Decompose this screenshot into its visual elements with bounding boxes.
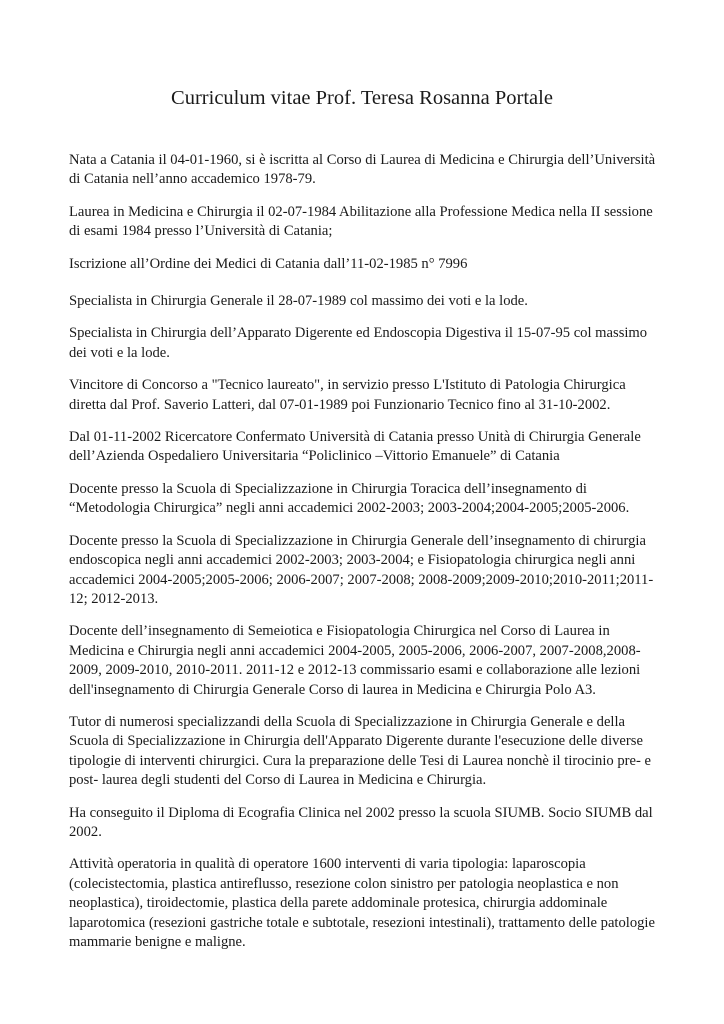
document-title: Curriculum vitae Prof. Teresa Rosanna Portale (171, 87, 553, 109)
paragraph-technician: Vincitore di Concorso a "Tecnico laureato", in servizio presso L'Istituto di Patologia Chirurgica diretta dal Prof. Saverio Latteri, dal 07-01-1989 poi Funzionario Tecnico fino al 31-10-2002. (69, 377, 626, 413)
paragraph-teacher-general: Docente presso la Scuola di Specializzazione in Chirurgia Generale dell’insegnamento di chirurgia endoscopica negli anni accademici 2002-2003; 2003-2004; e Fisiopatologia chirurgica negli anni accademici 2004-2005;2005-2006; 2006-2007; 2007-2008; 2008-2009;2009-2010;2010-2011;2011-12; 2012-2013. (69, 532, 654, 607)
paragraph-teacher-semeiotics: Docente dell’insegnamento di Semeiotica e Fisiopatologia Chirurgica nel Corso di Laurea in Medicina e Chirurgia negli anni accademici 2004-2005, 2005-2006, 2006-2007, 2007-2008,2008-2009, 2009-2010, 2010-2011. 2011-12 e 2012-13 commissario esami e collaborazione alle lezioni dell'insegnamento di Chirurgia Generale Corso di laurea in Medicina e Chirurgia Polo A3. (69, 623, 641, 698)
document-body (69, 151, 659, 952)
paragraph-registration: Iscrizione all’Ordine dei Medici di Catania dall’11-02-1985 n° 7996 (69, 255, 468, 272)
paragraph-degree: Laurea in Medicina e Chirurgia il 02-07-1984 Abilitazione alla Professione Medica nella II sessione di esami 1984 presso l’Università di Catania; (69, 203, 653, 240)
paragraph-teacher-thoracic: Docente presso la Scuola di Specializzazione in Chirurgia Toracica dell’insegnamento di “Metodologia Chirurgica” negli anni accademici 2002-2003; 2003-2004;2004-2005;2005-2006. (69, 480, 630, 517)
paragraph-specialty-general-surgery: Specialista in Chirurgia Generale il 28-07-1989 col massimo dei voti e la lode. (69, 293, 528, 310)
paragraph-researcher: Dal 01-11-2002 Ricercatore Confermato Università di Catania presso Unità di Chirurgia Generale dell’Azienda Ospedaliero Universitaria “Policlinico –Vittorio Emanuele” di Catania (69, 429, 641, 465)
paragraph-surgical-activity: Attività operatoria in qualità di operatore 1600 interventi di varia tipologia: laparoscopia (colecistectomia, plastica antireflusso, resezione colon sinistro per patologia neoplastica e non neoplastica), tiroidectomie, plastica della parete addominale protesica, chirurgia addominale laparotomica (resezioni gastriche totale e subtotale, resezioni intestinali), trattamento delle patologie mammarie benigne e maligne. (69, 856, 655, 950)
paragraph-tutor: Tutor di numerosi specializzandi della Scuola di Specializzazione in Chirurgia Generale e della Scuola di Specializzazione in Chirurgia dell'Apparato Digerente durante l'esecuzione delle diverse tipologie di interventi chirurgici. Cura la preparazione delle Tesi di Laurea nonchè il tirocinio pre- e post- laurea degli studenti del Corso di Laurea in Medicina e Chirurgia. (69, 713, 651, 789)
paragraph-ultrasound-diploma: Ha conseguito il Diploma di Ecografia Clinica nel 2002 presso la scuola SIUMB. Socio SIUMB dal 2002. (69, 804, 653, 840)
paragraph-birth-enrollment: Nata a Catania il 04-01-1960, si è iscritta al Corso di Laurea di Medicina e Chirurgia dell’Università di Catania nell’anno accademico 1978-79. (69, 152, 656, 188)
paragraph-specialty-digestive: Specialista in Chirurgia dell’Apparato Digerente ed Endoscopia Digestiva il 15-07-95 col massimo dei voti e la lode. (69, 325, 648, 361)
